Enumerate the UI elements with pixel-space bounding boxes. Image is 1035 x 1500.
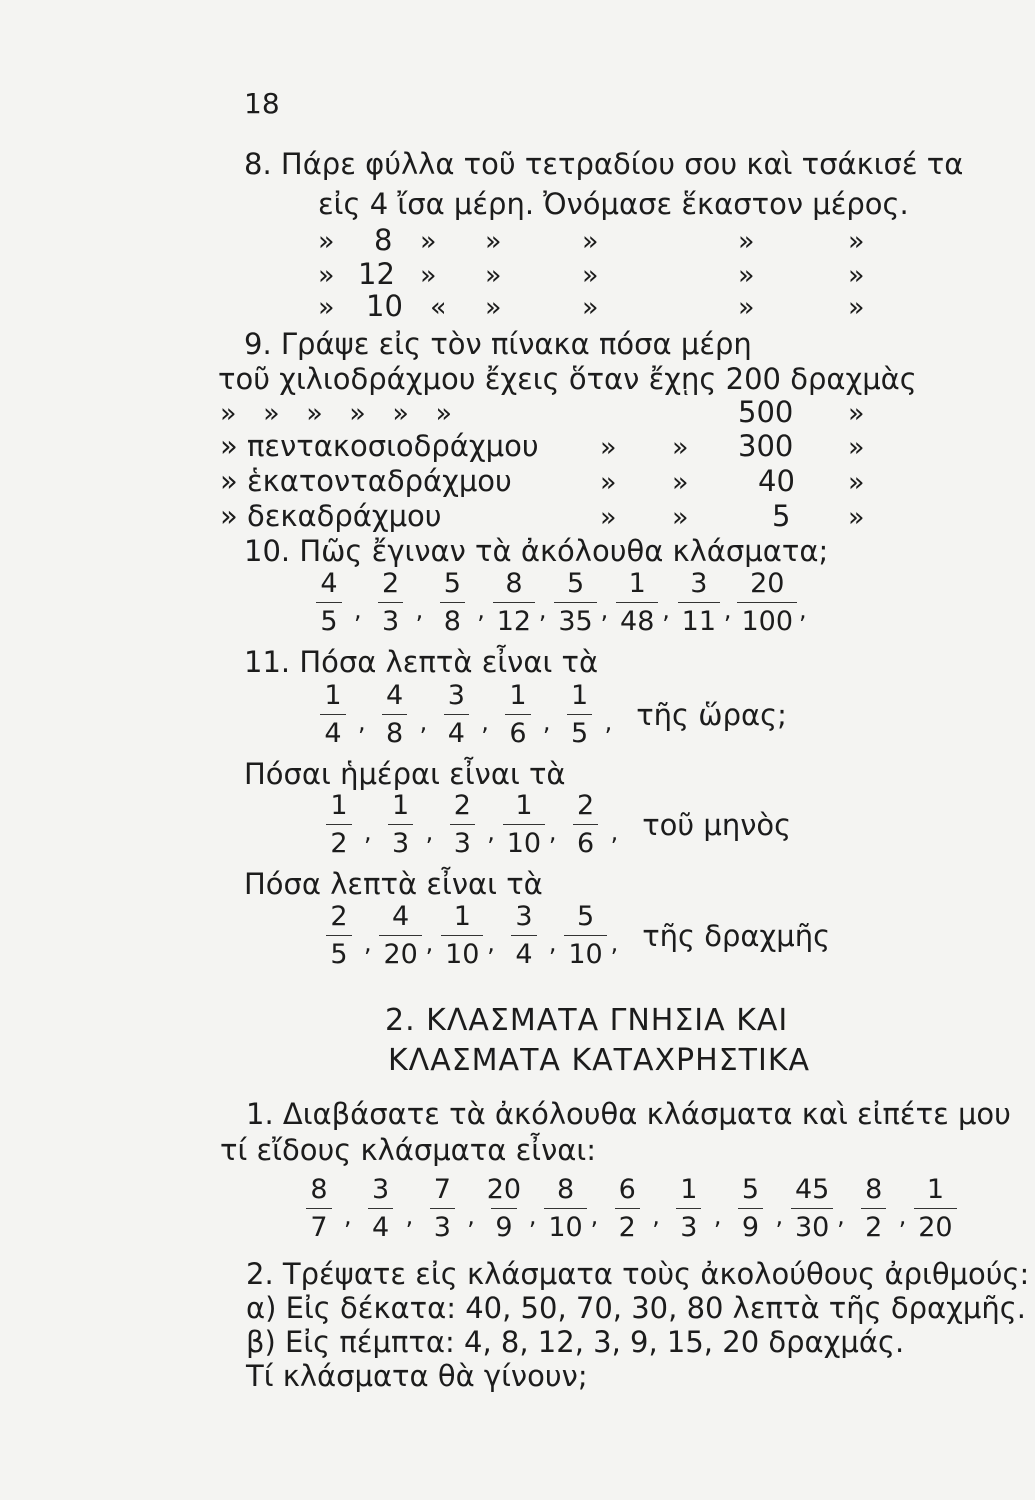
fraction [737, 570, 797, 635]
numerator: 5 [741, 1174, 760, 1205]
ditto-mark: » [582, 260, 599, 291]
denominator: 10 [564, 935, 606, 968]
section-2-exercise-2-line-c: Τί κλάσματα θὰ γίνουν; [246, 1359, 588, 1393]
comma-separator: , [344, 1201, 352, 1230]
section-2-exercise-2-line-a: α) Εἰς δέκατα: 40, 50, 70, 30, 80 λεπτὰ τῆς δραχμῆς. [246, 1291, 1026, 1325]
denominator: 48 [616, 602, 658, 635]
numerator: 1 [926, 1174, 944, 1205]
fraction [727, 1176, 773, 1241]
exercise-9-line-2: τοῦ χιλιοδράχμου ἔχεις ὅταν ἔχῃς 200 δραχμὰς [218, 362, 917, 396]
section-title-line-2: ΚΛΑΣΜΑΤΑ ΚΑΤΑΧΡΗΣΤΙΚΑ [388, 1043, 811, 1078]
ditto-mark: » [318, 260, 335, 291]
comma-separator: , [354, 595, 362, 624]
fraction [358, 1176, 404, 1241]
fraction [501, 903, 547, 968]
numerator: 1 [453, 901, 471, 932]
comma-separator: , [723, 595, 732, 624]
fraction [378, 903, 424, 968]
denominator: 8 [382, 714, 407, 747]
parts-number: 10 [366, 289, 403, 323]
ditto-mark: » [848, 502, 865, 533]
comma-separator: , [898, 1201, 907, 1230]
ditto-mark: » [420, 226, 437, 257]
denominator: 11 [678, 602, 720, 635]
fraction [316, 792, 362, 857]
section-2-exercise-1-line-2: τί εἴδους κλάσματα εἶναι: [220, 1133, 596, 1167]
ditto-mark: » [318, 226, 335, 257]
banknote-count: 5 [772, 499, 791, 533]
numerator: 2 [576, 790, 595, 821]
section-2-exercise-1-fractions [296, 1176, 958, 1241]
comma-separator: , [405, 1201, 414, 1230]
comma-separator: , [487, 928, 495, 957]
comma-separator: , [652, 1201, 660, 1230]
comma-separator: , [467, 1201, 475, 1230]
comma-separator: , [538, 595, 547, 624]
numerator: 3 [515, 901, 533, 932]
denominator: 5 [326, 935, 351, 968]
comma-separator: , [775, 1201, 784, 1230]
numerator: 5 [443, 568, 461, 599]
fraction [439, 903, 485, 968]
comma-separator: , [662, 595, 670, 624]
comma-separator: , [713, 1201, 722, 1230]
banknote-count: 300 [738, 429, 794, 463]
denominator: 30 [791, 1208, 833, 1241]
section-2-exercise-2-line-b: β) Εἰς πέμπτα: 4, 8, 12, 3, 9, 15, 20 δραχμάς. [246, 1325, 905, 1359]
ditto-row: » » » » » » [220, 398, 453, 429]
numerator: 8 [865, 1174, 883, 1205]
ditto-mark: » [485, 226, 502, 257]
exercise-9-line-1: 9. Γράψε εἰς τὸν πίνακα πόσα μέρη [244, 327, 752, 361]
fraction [368, 570, 414, 635]
ditto-mark: » [600, 502, 617, 533]
banknote-name: » ἑκατονταδράχμου [220, 464, 512, 498]
fraction [310, 682, 356, 747]
ditto-mark: » [420, 260, 437, 291]
fraction [378, 792, 424, 857]
fraction [666, 1176, 712, 1241]
exercise-11-line: 11. Πόσα λεπτὰ εἶναι τὰ [244, 645, 599, 679]
denominator: 20 [379, 935, 421, 968]
comma-separator: , [477, 595, 485, 624]
comma-separator: , [837, 1201, 845, 1230]
numerator: 1 [570, 680, 589, 711]
denominator: 10 [441, 935, 483, 968]
fraction [495, 682, 541, 747]
denominator: 2 [615, 1208, 640, 1241]
ditto-mark: » [672, 502, 689, 533]
denominator: 4 [368, 1208, 393, 1241]
denominator: 3 [450, 824, 475, 857]
denominator: 12 [493, 602, 535, 635]
section-2-exercise-2-line-1: 2. Τρέψατε εἰς κλάσματα τοὺς ἀκολούθους ἀριθμούς: [246, 1257, 1030, 1291]
numerator: 1 [509, 680, 527, 711]
numerator: 1 [680, 1174, 698, 1205]
comma-separator: , [610, 817, 619, 846]
denominator: 9 [491, 1208, 516, 1241]
denominator: 4 [511, 935, 536, 968]
numerator: 2 [453, 790, 471, 821]
comma-separator: , [799, 595, 807, 624]
numerator: 1 [392, 790, 410, 821]
fraction [433, 682, 479, 747]
banknote-name: » πεντακοσιοδράχμου [220, 429, 539, 463]
numerator: 8 [556, 1174, 575, 1205]
fraction [419, 1176, 465, 1241]
banknote-count: 40 [758, 464, 795, 498]
fraction [557, 682, 603, 747]
comma-separator: , [548, 817, 557, 846]
numerator: 4 [392, 901, 410, 932]
ditto-mark: » [672, 432, 689, 463]
numerator: 6 [618, 1174, 636, 1205]
denominator: 20 [914, 1208, 956, 1241]
fraction [296, 1176, 342, 1241]
ditto-mark: » [672, 467, 689, 498]
denominator: 4 [320, 714, 345, 747]
fraction [372, 682, 418, 747]
denominator: 3 [388, 824, 413, 857]
denominator: 8 [440, 602, 465, 635]
numerator: 1 [628, 568, 646, 599]
fraction [789, 1176, 835, 1241]
comma-separator: , [419, 707, 428, 736]
ditto-mark: » [582, 226, 599, 257]
numerator: 20 [486, 1174, 522, 1205]
denominator: 2 [326, 824, 351, 857]
denominator: 3 [676, 1208, 701, 1241]
comma-separator: , [358, 707, 366, 736]
denominator: 10 [544, 1208, 586, 1241]
fraction [614, 570, 660, 635]
ditto-mark: » [600, 467, 617, 498]
fraction [429, 570, 475, 635]
fraction [491, 570, 537, 635]
numerator: 2 [382, 568, 400, 599]
ditto-mark: » [848, 432, 865, 463]
numerator: 2 [330, 901, 348, 932]
comma-separator: , [610, 928, 619, 957]
fraction [676, 570, 722, 635]
numerator: 3 [372, 1174, 390, 1205]
fraction [543, 1176, 589, 1241]
comma-separator: , [604, 707, 613, 736]
comma-separator: , [425, 817, 434, 846]
exercise-11-days-line: Πόσαι ἡμέραι εἶναι τὰ [244, 757, 566, 791]
ditto-mark: » [848, 467, 865, 498]
fraction-suffix: τῆς δραχμῆς [642, 918, 831, 953]
ditto-mark: » [738, 260, 755, 291]
comma-separator: , [364, 817, 372, 846]
comma-separator: , [487, 817, 495, 846]
exercise-10-line: 10. Πῶς ἔγιναν τὰ ἀκόλουθα κλάσματα; [244, 534, 829, 568]
fraction [851, 1176, 897, 1241]
denominator: 5 [567, 714, 592, 747]
banknote-name: » δεκαδράχμου [220, 499, 442, 533]
denominator: 3 [430, 1208, 455, 1241]
fraction [563, 792, 609, 857]
ditto-mark: « [430, 292, 447, 323]
ditto-mark: » [848, 292, 865, 323]
fraction [604, 1176, 650, 1241]
numerator: 4 [386, 680, 404, 711]
exercise-10-fractions [306, 570, 813, 635]
numerator: 8 [310, 1174, 328, 1205]
numerator: 45 [794, 1174, 830, 1205]
numerator: 8 [505, 568, 523, 599]
fraction [316, 903, 362, 968]
fraction [481, 1176, 527, 1241]
denominator: 10 [503, 824, 545, 857]
comma-separator: , [528, 1201, 537, 1230]
fraction [501, 792, 547, 857]
comma-separator: , [590, 1201, 599, 1230]
ditto-mark: » [485, 260, 502, 291]
fraction-suffix: τῆς ὥρας; [636, 697, 787, 732]
section-2-exercise-1-line-1: 1. Διαβάσατε τὰ ἀκόλουθα κλάσματα καὶ εἰπέτε μου [246, 1097, 1011, 1131]
exercise-11-lepta-line: Πόσα λεπτὰ εἶναι τὰ [244, 867, 543, 901]
comma-separator: , [542, 707, 551, 736]
numerator: 1 [324, 680, 342, 711]
exercise-11-group-drachma [316, 903, 830, 968]
ditto-mark: » [848, 398, 865, 429]
numerator: 1 [515, 790, 533, 821]
denominator: 5 [316, 602, 341, 635]
comma-separator: , [548, 928, 557, 957]
section-title-line-1: 2. ΚΛΑΣΜΑΤΑ ΓΝΗΣΙΑ ΚΑΙ [385, 1003, 789, 1038]
exercise-11-group-hours [310, 682, 787, 747]
fraction [912, 1176, 958, 1241]
comma-separator: , [425, 928, 434, 957]
fraction-suffix: τοῦ μηνὸς [642, 807, 792, 842]
numerator: 1 [330, 790, 348, 821]
ditto-mark: » [738, 292, 755, 323]
denominator: 4 [444, 714, 469, 747]
numerator: 5 [576, 901, 595, 932]
denominator: 100 [737, 602, 797, 635]
denominator: 6 [505, 714, 530, 747]
comma-separator: , [364, 928, 372, 957]
denominator: 9 [738, 1208, 763, 1241]
exercise-8-line-2: εἰς 4 ἴσα μέρη. Ὀνόμασε ἕκαστον μέρος. [318, 187, 909, 221]
numerator: 3 [447, 680, 465, 711]
banknote-count: 500 [738, 395, 794, 429]
denominator: 2 [861, 1208, 886, 1241]
ditto-mark: » [738, 226, 755, 257]
parts-number: 12 [358, 257, 395, 291]
fraction [563, 903, 609, 968]
exercise-11-group-month [316, 792, 791, 857]
exercise-8-line-1: 8. Πάρε φύλλα τοῦ τετραδίου σου καὶ τσάκισέ τα [244, 147, 964, 181]
ditto-mark: » [582, 292, 599, 323]
fraction [553, 570, 599, 635]
comma-separator: , [481, 707, 489, 736]
denominator: 6 [573, 824, 598, 857]
fraction [306, 570, 352, 635]
denominator: 3 [378, 602, 403, 635]
ditto-mark: » [600, 432, 617, 463]
fraction [439, 792, 485, 857]
ditto-mark: » [485, 292, 502, 323]
parts-number: 8 [374, 223, 393, 257]
numerator: 5 [566, 568, 585, 599]
numerator: 20 [750, 568, 785, 599]
ditto-mark: » [848, 226, 865, 257]
page-number: 18 [244, 87, 280, 120]
comma-separator: , [600, 595, 609, 624]
numerator: 4 [320, 568, 338, 599]
numerator: 3 [690, 568, 708, 599]
denominator: 35 [554, 602, 596, 635]
comma-separator: , [415, 595, 424, 624]
numerator: 7 [433, 1174, 451, 1205]
denominator: 7 [306, 1208, 331, 1241]
ditto-mark: » [848, 260, 865, 291]
ditto-mark: » [318, 292, 335, 323]
